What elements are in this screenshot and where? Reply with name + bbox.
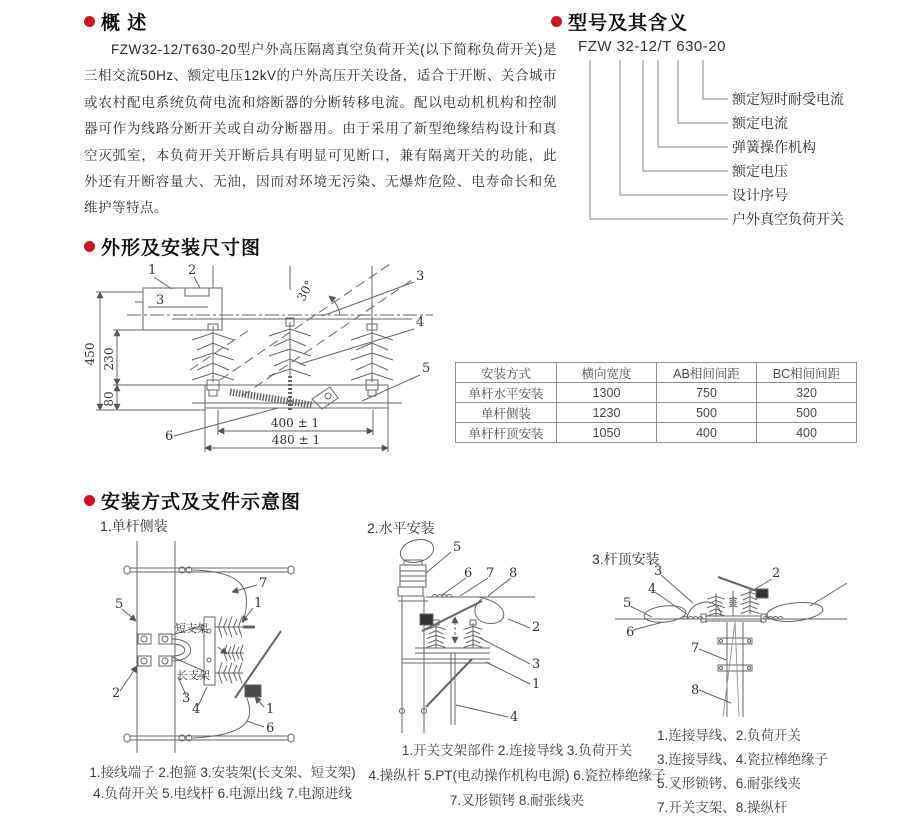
callout-4: 4 bbox=[192, 702, 201, 717]
diagram1-title: 1.单杆侧装 bbox=[100, 518, 168, 534]
overview-section-heading bbox=[84, 8, 147, 35]
pole-top-mount-diagram bbox=[590, 565, 908, 720]
table-header-row bbox=[456, 363, 857, 383]
label-long-bracket: 长支架 bbox=[177, 670, 210, 682]
red-bullet-icon bbox=[84, 241, 95, 252]
callout-1: 1 bbox=[148, 263, 157, 278]
table-cell: 1050 bbox=[557, 423, 657, 443]
callout-2: 2 bbox=[532, 620, 541, 635]
mounting-spec-table bbox=[455, 362, 857, 443]
callout-3: 3 bbox=[654, 564, 663, 579]
caption-line: 1.接线端子 2.抱箍 3.安装架(长支架、短支架) bbox=[89, 765, 356, 780]
caption-line: 1.连接导线、2.负荷开关 bbox=[657, 728, 802, 743]
callout-8: 8 bbox=[509, 566, 518, 581]
model-label-short-time-current: 额定短时耐受电流 bbox=[732, 91, 844, 107]
table-header: AB相间间距 bbox=[657, 363, 757, 383]
callout-6: 6 bbox=[165, 429, 174, 444]
installation-heading-text: 安装方式及支件示意图 bbox=[101, 492, 302, 513]
model-heading-text: 型号及其含义 bbox=[568, 13, 689, 34]
callout-1: 1 bbox=[254, 596, 263, 611]
callout-5: 5 bbox=[422, 361, 431, 376]
callout-7: 7 bbox=[486, 566, 495, 581]
table-cell: 单杆杆顶安装 bbox=[456, 423, 557, 443]
callout-1: 1 bbox=[532, 677, 541, 692]
table-cell: 400 bbox=[757, 423, 857, 443]
model-label-rated-current: 额定电流 bbox=[732, 115, 788, 131]
callout-3: 3 bbox=[416, 269, 425, 284]
callout-5: 5 bbox=[623, 596, 632, 611]
table-row bbox=[456, 403, 857, 423]
callout-4: 4 bbox=[510, 710, 519, 725]
callout-4: 4 bbox=[416, 315, 425, 330]
callout-8: 8 bbox=[691, 683, 700, 698]
side-mount-diagram bbox=[75, 535, 365, 755]
diagram2-caption bbox=[362, 738, 672, 813]
dim-230: 230 bbox=[102, 347, 116, 371]
callout-3: 3 bbox=[182, 691, 191, 706]
model-label-spring-mechanism: 弹簧操作机构 bbox=[732, 139, 816, 155]
outline-heading-text: 外形及安装尺寸图 bbox=[101, 238, 262, 259]
model-code: FZW 32-12/T 630-20 bbox=[578, 38, 726, 55]
table-cell: 1300 bbox=[557, 383, 657, 403]
red-bullet-icon bbox=[84, 16, 95, 27]
table-cell: 400 bbox=[657, 423, 757, 443]
red-bullet-icon bbox=[84, 495, 95, 506]
horizontal-mount-diagram bbox=[360, 535, 590, 740]
callout-4: 4 bbox=[648, 582, 657, 597]
model-meaning-diagram bbox=[553, 57, 910, 232]
caption-line: 4.负荷开关 5.电线杆 6.电源出线 7.电源进线 bbox=[93, 786, 352, 801]
red-bullet-icon bbox=[551, 16, 562, 27]
callout-3-inner: 3 bbox=[156, 293, 165, 308]
diagram1-caption bbox=[75, 762, 370, 804]
callout-5: 5 bbox=[453, 540, 462, 555]
table-cell: 单杆侧装 bbox=[456, 403, 557, 423]
callout-2: 2 bbox=[112, 686, 121, 701]
table-cell: 500 bbox=[657, 403, 757, 423]
model-tree-lines bbox=[590, 60, 728, 219]
dim-450: 450 bbox=[83, 342, 97, 366]
label-short-bracket: 短支架 bbox=[175, 623, 208, 635]
table-row bbox=[456, 383, 857, 403]
callout-2: 2 bbox=[772, 566, 781, 581]
overview-heading-text: 概 述 bbox=[101, 13, 148, 34]
callout-3: 3 bbox=[532, 657, 541, 672]
table-header: 安装方式 bbox=[456, 363, 557, 383]
table-cell: 750 bbox=[657, 383, 757, 403]
dim-480: 480 ± 1 bbox=[271, 433, 321, 447]
overview-paragraph: FZW32-12/T630-20型户外高压隔离真空负荷开关(以下简称负荷开关)是三相交流50Hz、额定电压12kV的户外高压开关设备，适合于开断、关合城市或农村配电系统负荷电流和熔断器的分断转移电流。配以电动机机构和控制器可作为线路分断开关或自动分断器用。由于采用了新型绝缘结构设计和真空灭弧室，本负荷开关开断后具有明显可见断口，兼有隔离开关的功能，此外还有开断容量大、无油，因而对环境无污染、无爆炸危险、电寿命长和免维护等特点。 bbox=[84, 42, 557, 216]
model-label-rated-voltage: 额定电压 bbox=[732, 163, 788, 179]
diagram3-title: 3.杆顶安装 bbox=[592, 551, 660, 567]
callout-7: 7 bbox=[691, 641, 700, 656]
diagram2-title: 2.水平安装 bbox=[367, 520, 435, 536]
caption-line: 5.叉形锁铐、6.耐张线夹 bbox=[657, 776, 802, 791]
table-header: BC相间间距 bbox=[757, 363, 857, 383]
caption-line: 4.操纵杆 5.PT(电动操作机构电源) 6.瓷拉棒绝缘子 bbox=[368, 768, 666, 783]
caption-line: 3.连接导线、4.瓷拉棒绝缘子 bbox=[657, 752, 829, 767]
callout-6: 6 bbox=[266, 721, 275, 736]
diagram3-caption bbox=[657, 724, 907, 818]
callout-1: 1 bbox=[266, 702, 275, 717]
model-label-outdoor-switch: 户外真空负荷开关 bbox=[732, 211, 844, 227]
table-row bbox=[456, 423, 857, 443]
callout-7: 7 bbox=[259, 576, 268, 591]
table-cell: 1230 bbox=[557, 403, 657, 423]
caption-line: 7.叉形锁铐 8.耐张线夹 bbox=[449, 793, 585, 808]
installation-section-heading bbox=[84, 487, 301, 514]
table-header: 横向宽度 bbox=[557, 363, 657, 383]
callout-2: 2 bbox=[188, 263, 197, 278]
outline-section-heading bbox=[84, 233, 261, 260]
dim-80: 80 bbox=[102, 391, 116, 407]
outline-dimension-drawing bbox=[72, 258, 472, 473]
model-label-design-number: 设计序号 bbox=[732, 187, 788, 203]
callout-6: 6 bbox=[464, 566, 473, 581]
table-cell: 320 bbox=[757, 383, 857, 403]
caption-line: 7.开关支架、8.操纵杆 bbox=[657, 800, 788, 815]
caption-line: 1.开关支架部件 2.连接导线 3.负荷开关 bbox=[401, 743, 633, 758]
table-cell: 单杆水平安装 bbox=[456, 383, 557, 403]
callout-6: 6 bbox=[626, 625, 635, 640]
dim-400: 400 ± 1 bbox=[270, 416, 320, 430]
model-section-heading bbox=[551, 8, 688, 35]
callout-5: 5 bbox=[115, 597, 124, 612]
dim-angle-30: 30° bbox=[294, 278, 317, 304]
table-cell: 500 bbox=[757, 403, 857, 423]
